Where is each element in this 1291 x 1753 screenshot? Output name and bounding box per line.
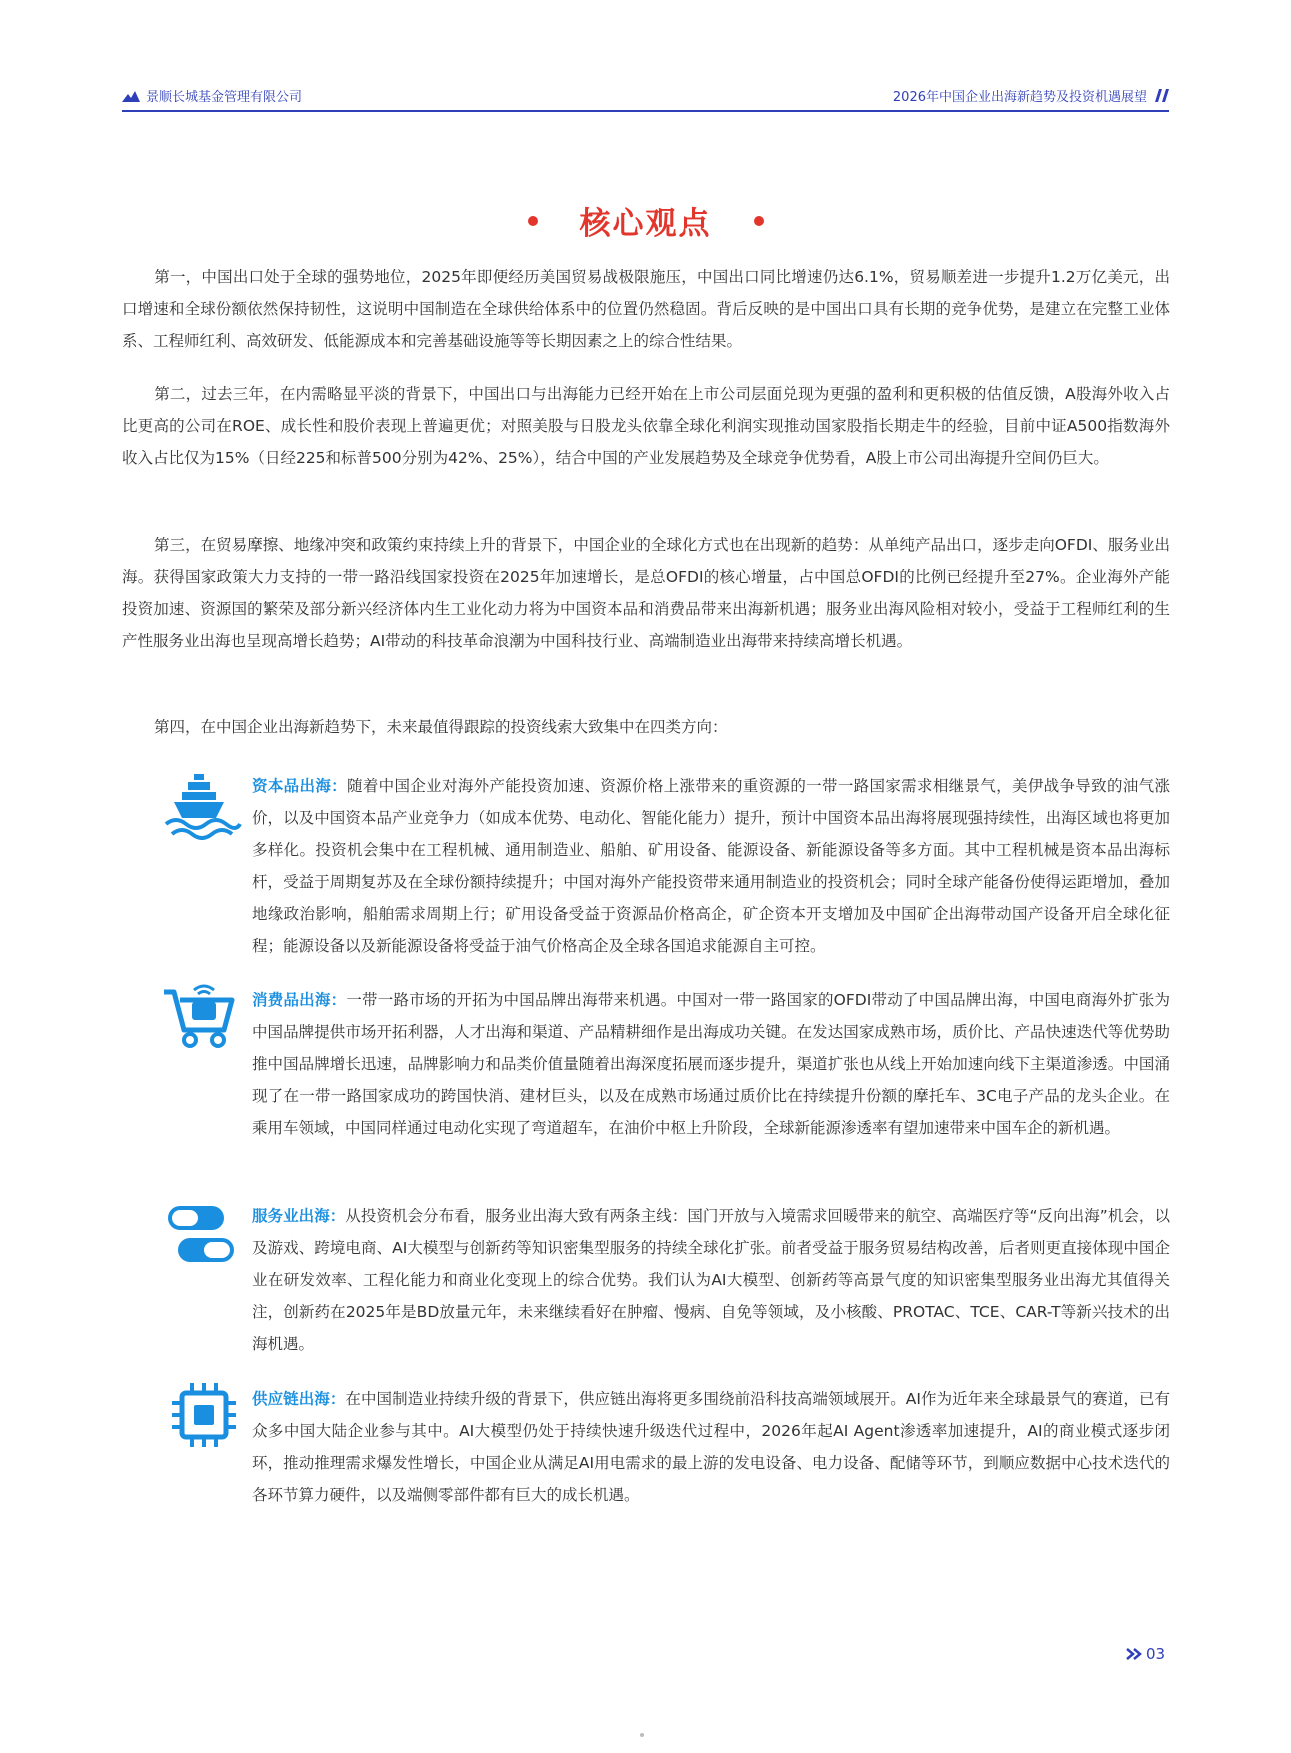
paragraph-2: 第二，过去三年，在内需略显平淡的背景下，中国出口与出海能力已经开始在上市公司层面兑现为更强的盈利和更积极的估值反馈，A股海外收入占比更高的公司在ROE、成长性和股价表现上普遍更优；对照美股与日股龙头依靠全球化利润实现推动国家股指长期走牛的经验，目前中证A500指数海外收入占比仅为15%（日经225和标普500分别为42%、25%），结合中国的产业发展趋势及全球竞争优势看，A股上市公司出海提升空间仍巨大。 [122, 385, 1170, 467]
heading-dot-right-icon [754, 216, 764, 226]
double-chevron-right-icon [1126, 1648, 1142, 1660]
section-title: 核心观点 [579, 206, 712, 242]
paragraph-3: 第三，在贸易摩擦、地缘冲突和政策约束持续上升的背景下，中国企业的全球化方式也在出现新的趋势：从单纯产品出口，逐步走向OFDI、服务业出海。获得国家政策大力支持的一带一路沿线国家投资在2025年加速增长，是总OFDI的核心增量，占中国总OFDI的比例已经提升至27%。企业海外产能投资加速、资源国的繁荣及部分新兴经济体内生工业化动力将为中国资本品和消费品带来出海新机遇；服务业出海风险相对较小，受益于工程师红利的生产性服务业出海也呈现高增长趋势；AI带动的科技革命浪潮为中国科技行业、高端制造业出海带来持续高增长机遇。 [122, 536, 1170, 650]
paragraph-4: 第四，在中国企业出海新趋势下，未来最值得跟踪的投资线索大致集中在四类方向： [154, 718, 728, 736]
item-text: 资本品出海：随着中国企业对海外产能投资加速、资源价格上涨带来的重资源的一带一路国家需求相继景气，美伊战争导致的油气涨价，以及中国资本品产业竞争力（如成本优势、电动化、智能化能力）提升，预计中国资本品出海将展现强持续性，出海区域也将更加多样化。投资机会集中在工程机械、通用制造业、船舶、矿用设备、能源设备、新能源设备等多方面。其中工程机械是资本品出海标杆，受益于周期复苏及在全球份额持续提升；中国对海外产能投资带来通用制造业的投资机会；同时全球产能备份使得运距增加，叠加地缘政治影响，船舶需求周期上行；矿用设备受益于资源品价格高企，矿企资本开支增加及中国矿企出海带动国产设备开启全球化征程；能源设备以及新能源设备将受益于油气价格高企及全球各国追求能源自主可控。 [252, 777, 1170, 955]
item-label: 资本品出海： [252, 777, 347, 795]
paragraph-1: 第一，中国出口处于全球的强势地位，2025年即便经历美国贸易战极限施压，中国出口同比增速仍达6.1%，贸易顺差进一步提升1.2万亿美元，出口增速和全球份额依然保持韧性，这说明中国制造在全球供给体系中的位置仍然稳固。背后反映的是中国出口具有长期的竞争优势，是建立在完整工业体系、工程师红利、高效研发、低能源成本和完善基础设施等等长期因素之上的综合性结果。 [122, 268, 1170, 350]
item-label: 消费品出海： [252, 991, 347, 1009]
section-heading [0, 198, 1291, 243]
page-number [1126, 1645, 1165, 1663]
company-logo-icon [122, 89, 140, 103]
chip-icon [158, 1381, 244, 1451]
shopping-cart-icon [158, 980, 244, 1050]
double-slash-icon [1155, 89, 1169, 102]
heading-dot-left-icon [528, 216, 538, 226]
capsule-icon [158, 1200, 244, 1270]
item-text: 消费品出海：一带一路市场的开拓为中国品牌出海带来机遇。中国对一带一路国家的OFDI带动了中国品牌出海，中国电商海外扩张为中国品牌提供市场开拓利器，人才出海和渠道、产品精耕细作是出海成功关键。在发达国家成熟市场，质价比、产品快速迭代等优势助推中国品牌增长迅速，品牌影响力和品类价值量随着出海深度拓展而逐步提升，渠道扩张也从线上开始加速向线下主渠道渗透。中国涌现了在一带一路国家成功的跨国快消、建材巨头，以及在成熟市场通过质价比在持续提升份额的摩托车、3C电子产品的龙头企业。在乘用车领域，中国同样通过电动化实现了弯道超车，在油价中枢上升阶段，全球新能源渗透率有望加速带来中国车企的新机遇。 [252, 991, 1170, 1137]
item-label: 服务业出海： [252, 1207, 346, 1225]
item-text: 供应链出海：在中国制造业持续升级的背景下，供应链出海将更多围绕前沿科技高端领域展开。AI作为近年来全球最景气的赛道，已有众多中国大陆企业参与其中。AI大模型仍处于持续快速升级迭代过程中，2026年起AI Agent渗透率加速提升，AI的商业模式逐步闭环，推动推理需求爆发性增长，中国企业从满足AI用电需求的最上游的发电设备、电力设备、配储等环节，到顺应数据中心技术迭代的各环节算力硬件，以及端侧零部件都有巨大的成长机遇。 [252, 1390, 1170, 1504]
report-title-text: 2026年中国企业出海新趋势及投资机遇展望 [892, 90, 1147, 105]
item-label: 供应链出海： [252, 1390, 346, 1408]
ship-icon [158, 770, 244, 840]
report-title [893, 86, 1169, 105]
item-text: 服务业出海：从投资机会分布看，服务业出海大致有两条主线：国门开放与入境需求回暖带来的航空、高端医疗等“反向出海”机会，以及游戏、跨境电商、AI大模型与创新药等知识密集型服务的持续全球化扩张。前者受益于服务贸易结构改善，后者则更直接体现中国企业在研发效率、工程化能力和商业化变现上的综合优势。我们认为AI大模型、创新药等高景气度的知识密集型服务业出海尤其值得关注，创新药在2025年是BD放量元年，未来继续看好在肿瘤、慢病、自免等领域，及小核酸、PROTAC、TCE、CAR-T等新兴技术的出海机遇。 [252, 1207, 1170, 1353]
company-name: 景顺长城基金管理有限公司 [146, 90, 303, 105]
page-number-text: 03 [1146, 1645, 1166, 1663]
company-brand [122, 86, 302, 105]
footer-dot-icon [640, 1733, 644, 1737]
page-header [122, 80, 1169, 112]
